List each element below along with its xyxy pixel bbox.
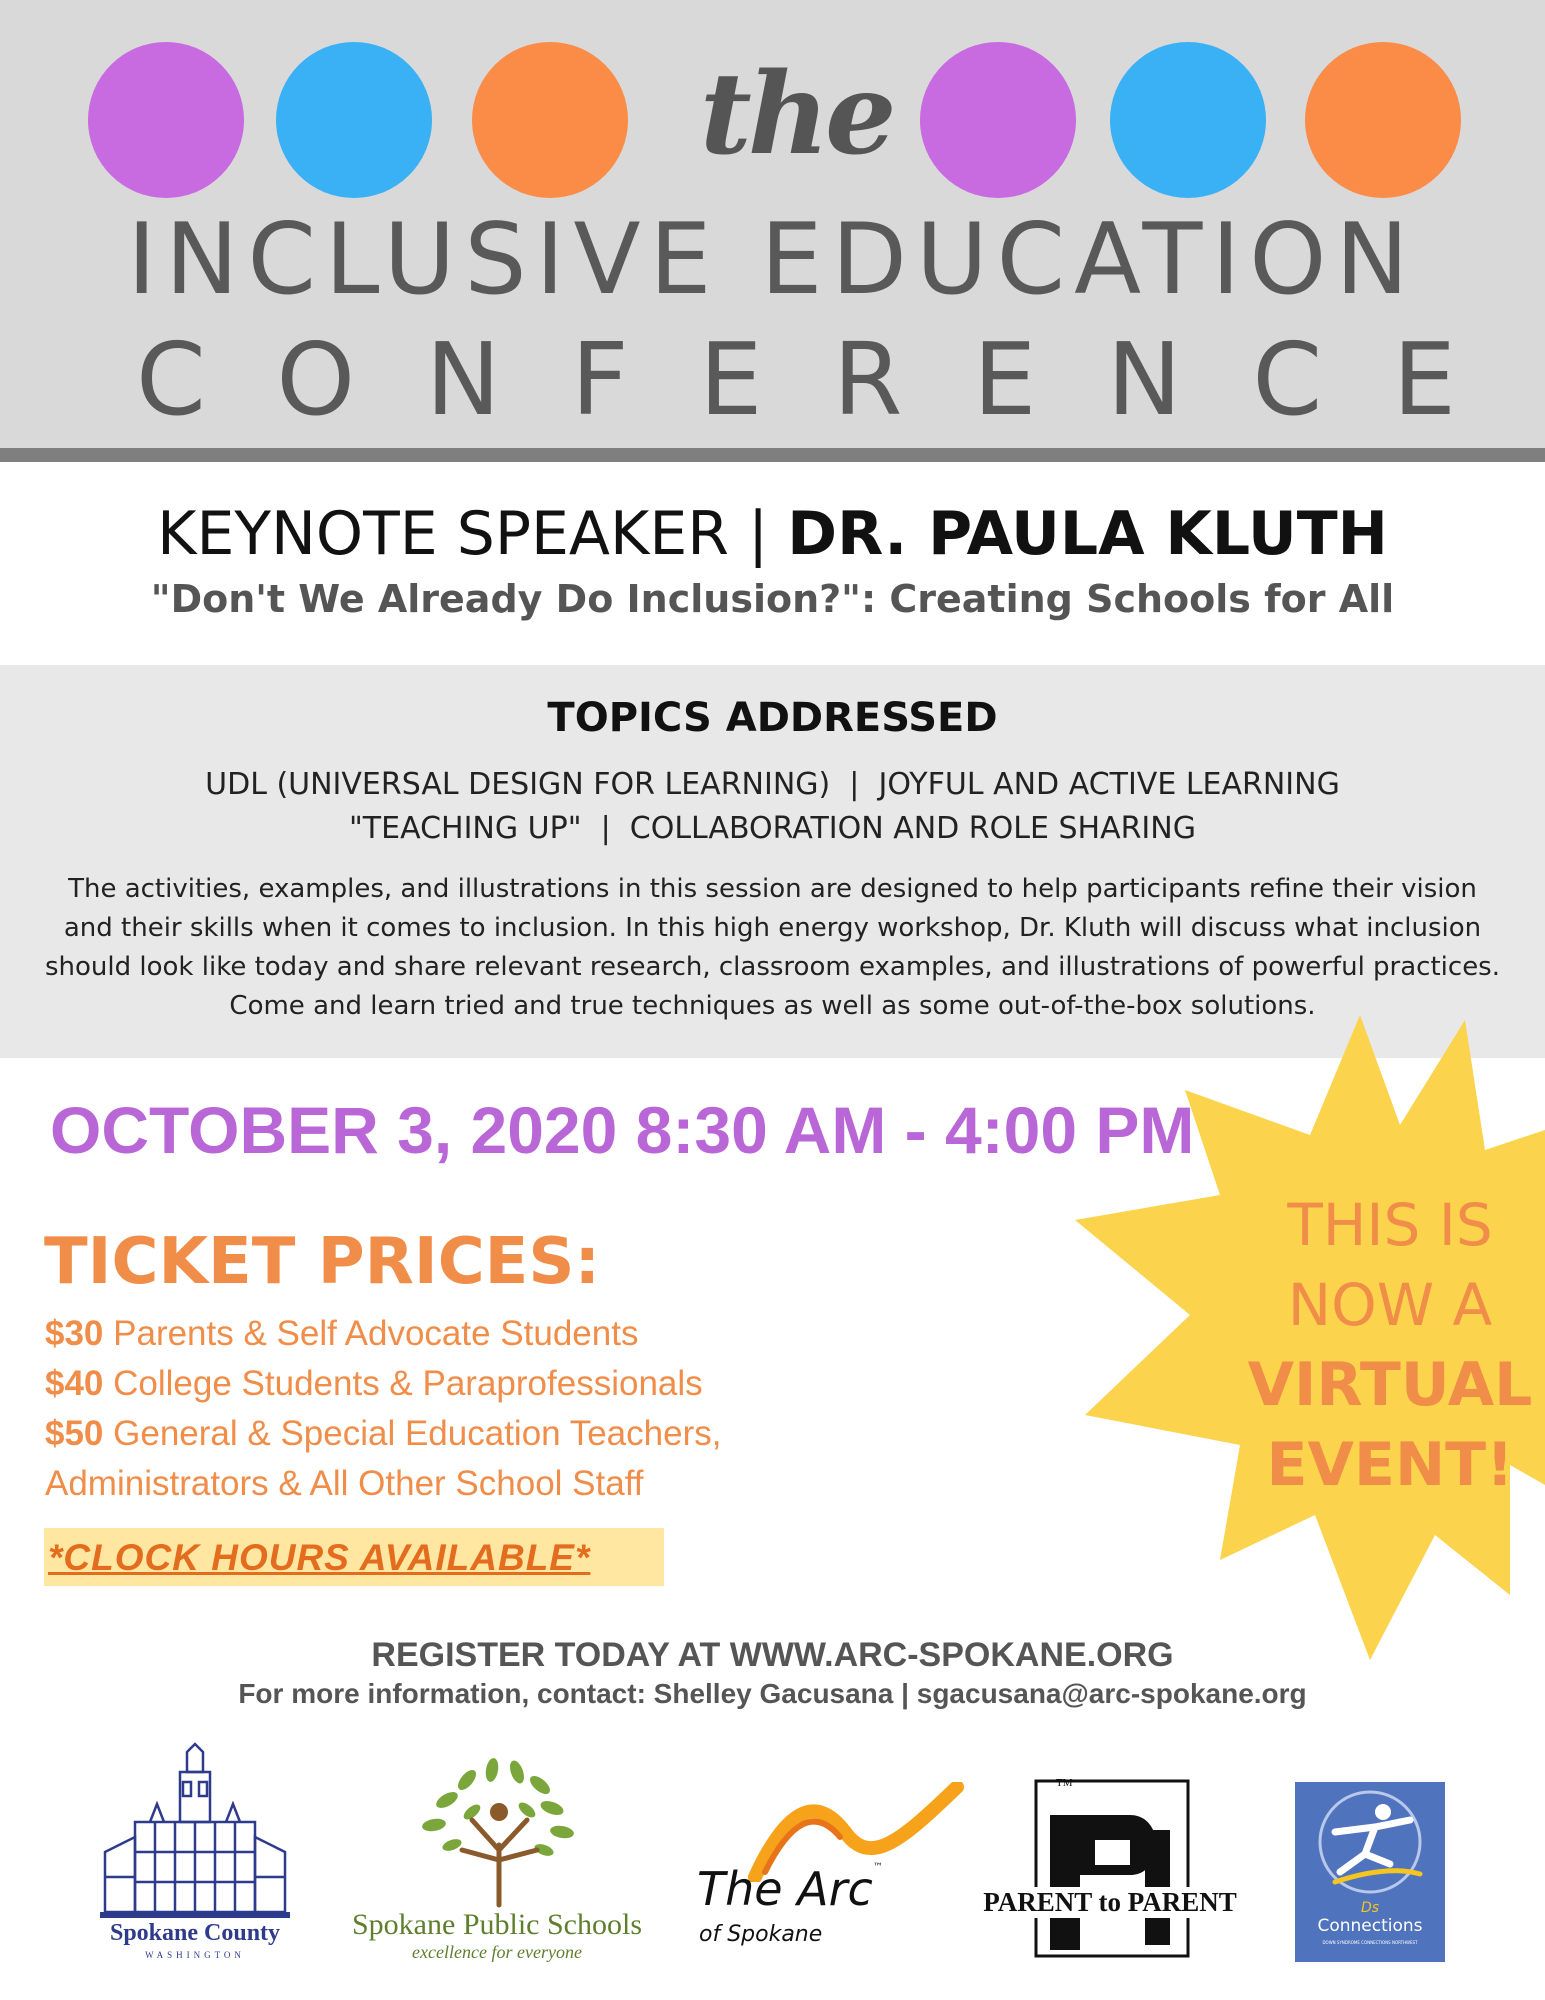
purple-dot	[920, 42, 1076, 198]
title-conference	[136, 320, 1456, 440]
courthouse-icon	[95, 1742, 295, 1922]
price-amount: $50	[45, 1414, 104, 1453]
header-divider	[0, 448, 1545, 462]
spokane-schools-name: Spokane Public Schools	[352, 1908, 642, 1941]
title-letter: F	[571, 321, 629, 438]
title-inclusive-education: INCLUSIVE EDUCATION	[127, 203, 1418, 317]
star-line-3: VIRTUAL	[1247, 1350, 1533, 1420]
star-line-1: THIS IS	[1287, 1191, 1493, 1259]
ds-figure-icon	[1295, 1782, 1445, 1902]
orange-dot	[472, 42, 628, 198]
spokane-schools-tagline: excellence for everyone	[412, 1942, 582, 1962]
blue-dot	[276, 42, 432, 198]
title-letter: C	[136, 321, 206, 438]
keynote-speaker-name: DR. PAULA KLUTH	[787, 499, 1388, 569]
price-description: General & Special Education Teachers,	[103, 1414, 722, 1453]
parent-to-parent-name: PARENT to PARENT	[960, 1887, 1260, 1918]
spokane-county-logo	[95, 1742, 295, 1972]
blue-dot	[1110, 42, 1266, 198]
contact-line: For more information, contact: Shelley Gacusana | sgacusana@arc-spokane.org	[238, 1678, 1307, 1709]
spokane-county-state: WASHINGTON	[145, 1950, 245, 1960]
title-letter: N	[1106, 321, 1182, 438]
title-the: the	[700, 49, 893, 180]
price-description: College Students & Paraprofessionals	[103, 1364, 703, 1403]
price-line	[45, 1359, 945, 1409]
title-letter: E	[973, 321, 1037, 438]
star-line-2: NOW A	[1287, 1271, 1493, 1339]
ticket-prices-heading: TICKET PRICES:	[44, 1225, 601, 1299]
orange-dot	[1305, 42, 1461, 198]
topics-description: The activities, examples, and illustrations in this session are designed to help participants refine their vision and their skills when it comes to inclusion. In this high energy workshop, Dr. Kluth will discuss what inclusion should look like today and share relevant research, classroom examples, and illustrations of powerful practices. Come and learn tried and true techniques as well as some out-of-the-box solutions.	[44, 874, 1500, 1021]
title-letter: E	[1392, 321, 1456, 438]
keynote-label: KEYNOTE SPEAKER |	[157, 499, 788, 569]
price-continuation: Administrators & All Other School Staff	[45, 1464, 644, 1503]
spokane-county-name: Spokane County	[109, 1920, 281, 1946]
the-arc-name: The Arc™	[697, 1862, 883, 1916]
keynote-line	[0, 495, 1545, 573]
p2p-mark-icon	[960, 1775, 1260, 1960]
price-line	[45, 1409, 945, 1459]
the-arc-logo	[695, 1782, 965, 1957]
ds-connections-tagline: DOWN SYNDROME CONNECTIONS NORTHWEST	[1322, 1940, 1418, 1945]
purple-dot	[88, 42, 244, 198]
the-arc-sub: of Spokane	[699, 1922, 823, 1947]
event-date-time: OCTOBER 3, 2020 8:30 AM - 4:00 PM	[50, 1093, 1195, 1167]
ds-prefix: Ds	[1360, 1900, 1380, 1916]
title-letter: N	[425, 321, 501, 438]
topics-heading: TOPICS ADDRESSED	[547, 695, 998, 741]
topics-line-2: "TEACHING UP" | COLLABORATION AND ROLE SHARING	[349, 811, 1196, 846]
title-letter: R	[833, 321, 903, 438]
title-letter: O	[276, 321, 356, 438]
spokane-public-schools-logo	[352, 1750, 642, 1965]
topics-line-1: UDL (UNIVERSAL DESIGN FOR LEARNING) | JOYFUL AND ACTIVE LEARNING	[205, 767, 1340, 802]
keynote-subtitle: "Don't We Already Do Inclusion?": Creating Schools for All	[150, 577, 1395, 621]
parent-to-parent-logo	[960, 1775, 1260, 1960]
price-amount: $40	[45, 1364, 104, 1403]
trademark: ™	[872, 1862, 883, 1873]
price-line	[45, 1309, 945, 1359]
star-line-4: EVENT!	[1266, 1430, 1514, 1500]
virtual-event-notice	[1240, 1185, 1540, 1505]
trademark: TM	[1056, 1777, 1073, 1789]
title-letter: C	[1252, 321, 1323, 438]
clock-hours-available: *CLOCK HOURS AVAILABLE*	[48, 1537, 591, 1578]
topics-section	[0, 665, 1545, 1058]
register-line: REGISTER TODAY AT WWW.ARC-SPOKANE.ORG	[371, 1636, 1174, 1674]
price-description: Parents & Self Advocate Students	[103, 1314, 639, 1353]
title-letter: E	[699, 321, 763, 438]
price-amount: $30	[45, 1314, 104, 1353]
tree-icon	[352, 1750, 642, 1910]
ds-connections-name: Connections	[1317, 1916, 1423, 1936]
ds-connections-logo	[1295, 1782, 1445, 1962]
